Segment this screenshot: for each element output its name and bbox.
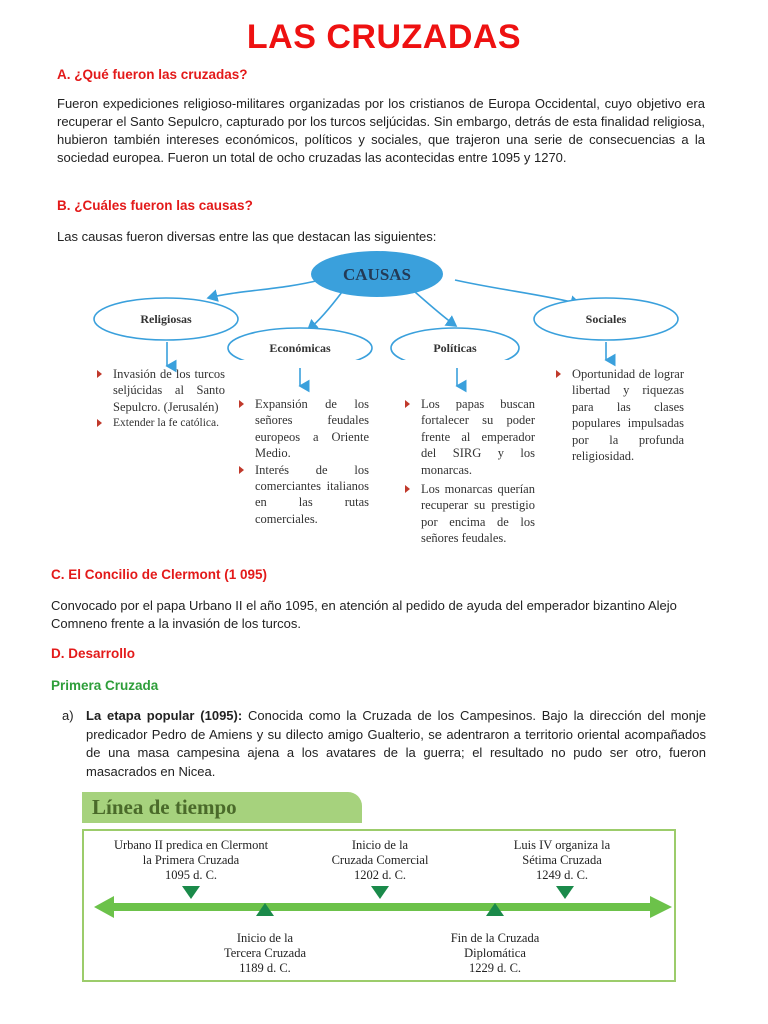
economicas-bullet-1: Expansión de los señores feudales europeos a Oriente Medio.	[255, 396, 369, 462]
timeline-event-1202: Inicio de la Cruzada Comercial 1202 d. C.	[331, 838, 429, 882]
list-marker: a)	[62, 708, 74, 723]
timeline-event-1189: Inicio de la Tercera Cruzada 1189 d. C.	[223, 931, 307, 975]
timeline-marker-1249	[556, 886, 574, 899]
bullet-icon	[239, 400, 244, 408]
sociales-column	[572, 366, 684, 464]
religiosas-label: Religiosas	[140, 312, 192, 326]
timeline-event-1229: Fin de la Cruzada Diplomática 1229 d. C.	[450, 931, 540, 975]
timeline-event-1095: Urbano II predica en Clermont la Primera Cruzada 1095 d. C.	[113, 838, 269, 882]
timeline-arrow	[94, 896, 672, 918]
bullet-icon	[97, 419, 102, 427]
timeline-event-1249: Luis IV organiza la Sétima Cruzada 1249 d. C.	[513, 838, 611, 882]
etapa-popular-title: La etapa popular (1095):	[86, 708, 243, 723]
sociales-label: Sociales	[585, 312, 627, 326]
timeline-axis	[82, 882, 676, 932]
section-b-heading: B. ¿Cuáles fueron las causas?	[57, 198, 253, 213]
etapa-popular-text: La etapa popular (1095): Conocida como la Cruzada de los Campesinos. Bajo la dirección del monje predicador Pedro de Amiens y su dilecto amigo Gualterio, se adentraron a territorio oriental acompañados de una masa campesina ajena a los avatares de la guerra; el resultado no pudo ser otro, fueron masacrados en Nicea.	[86, 708, 706, 779]
politicas-label: Políticas	[433, 341, 477, 355]
sociales-bullet-1: Oportunidad de lograr libertad y riquezas para las clases populares impulsadas por la profunda religiosidad.	[572, 366, 684, 464]
politicas-bullet-2: Los monarcas querían recuperar su prestigio por encima de los señores feudales.	[421, 481, 535, 547]
timeline-marker-1095	[182, 886, 200, 899]
causas-center-label: CAUSAS	[342, 265, 412, 284]
timeline-tab	[82, 792, 362, 823]
timeline-title: Línea de tiempo	[92, 795, 237, 819]
politicas-bullet-1: Los papas buscan fortalecer su poder frente al emperador del SIRG y los monarcas.	[421, 396, 535, 478]
timeline-marker-1202	[371, 886, 389, 899]
section-b-intro: Las causas fueron diversas entre las que destacan las siguientes:	[57, 229, 437, 244]
religiosas-bullet-2: Extender la fe católica.	[113, 415, 225, 431]
section-a-heading: A. ¿Qué fueron las cruzadas?	[57, 67, 248, 82]
section-c-heading: C. El Concilio de Clermont (1 095)	[51, 567, 268, 582]
bullet-icon	[405, 400, 410, 408]
economicas-bullet-2: Interés de los comerciantes italianos en las rutas comerciales.	[255, 462, 369, 528]
bullet-icon	[239, 466, 244, 474]
economicas-label: Económicas	[269, 341, 331, 355]
religiosas-column	[113, 366, 225, 432]
section-c-text: Convocado por el papa Urbano II el año 1095, en atención al pedido de ayuda del emperador bizantino Alejo Comneno frente a la invasión de los turcos.	[51, 598, 677, 631]
page-title: LAS CRUZADAS	[246, 18, 522, 56]
section-d-heading: D. Desarrollo	[51, 646, 136, 661]
section-a-text: Fueron expediciones religioso-militares organizadas por los cristianos de Europa Occidental, cuyo objetivo era recuperar el Santo Sepulcro, capturado por los turcos seljúcidas. Sin embargo, detrás de esta finalidad religiosa, hubieron también intereses económicos, políticos y sociales, que trajeron una serie de consecuencias a la sociedad europea. Fueron un total de ocho cruzadas las acontecidas entre 1095 y 1270.	[57, 96, 705, 165]
bullet-icon	[556, 370, 561, 378]
religiosas-bullet-1: Invasión de los turcos seljúcidas al Santo Sepulcro. (Jerusalén)	[113, 366, 225, 415]
politicas-column	[421, 396, 535, 547]
bullet-icon	[405, 485, 410, 493]
timeline	[82, 792, 682, 982]
primera-cruzada-heading: Primera Cruzada	[51, 678, 159, 693]
etapa-popular-item	[62, 707, 706, 781]
bullet-icon	[97, 370, 102, 378]
economicas-column	[255, 396, 369, 527]
